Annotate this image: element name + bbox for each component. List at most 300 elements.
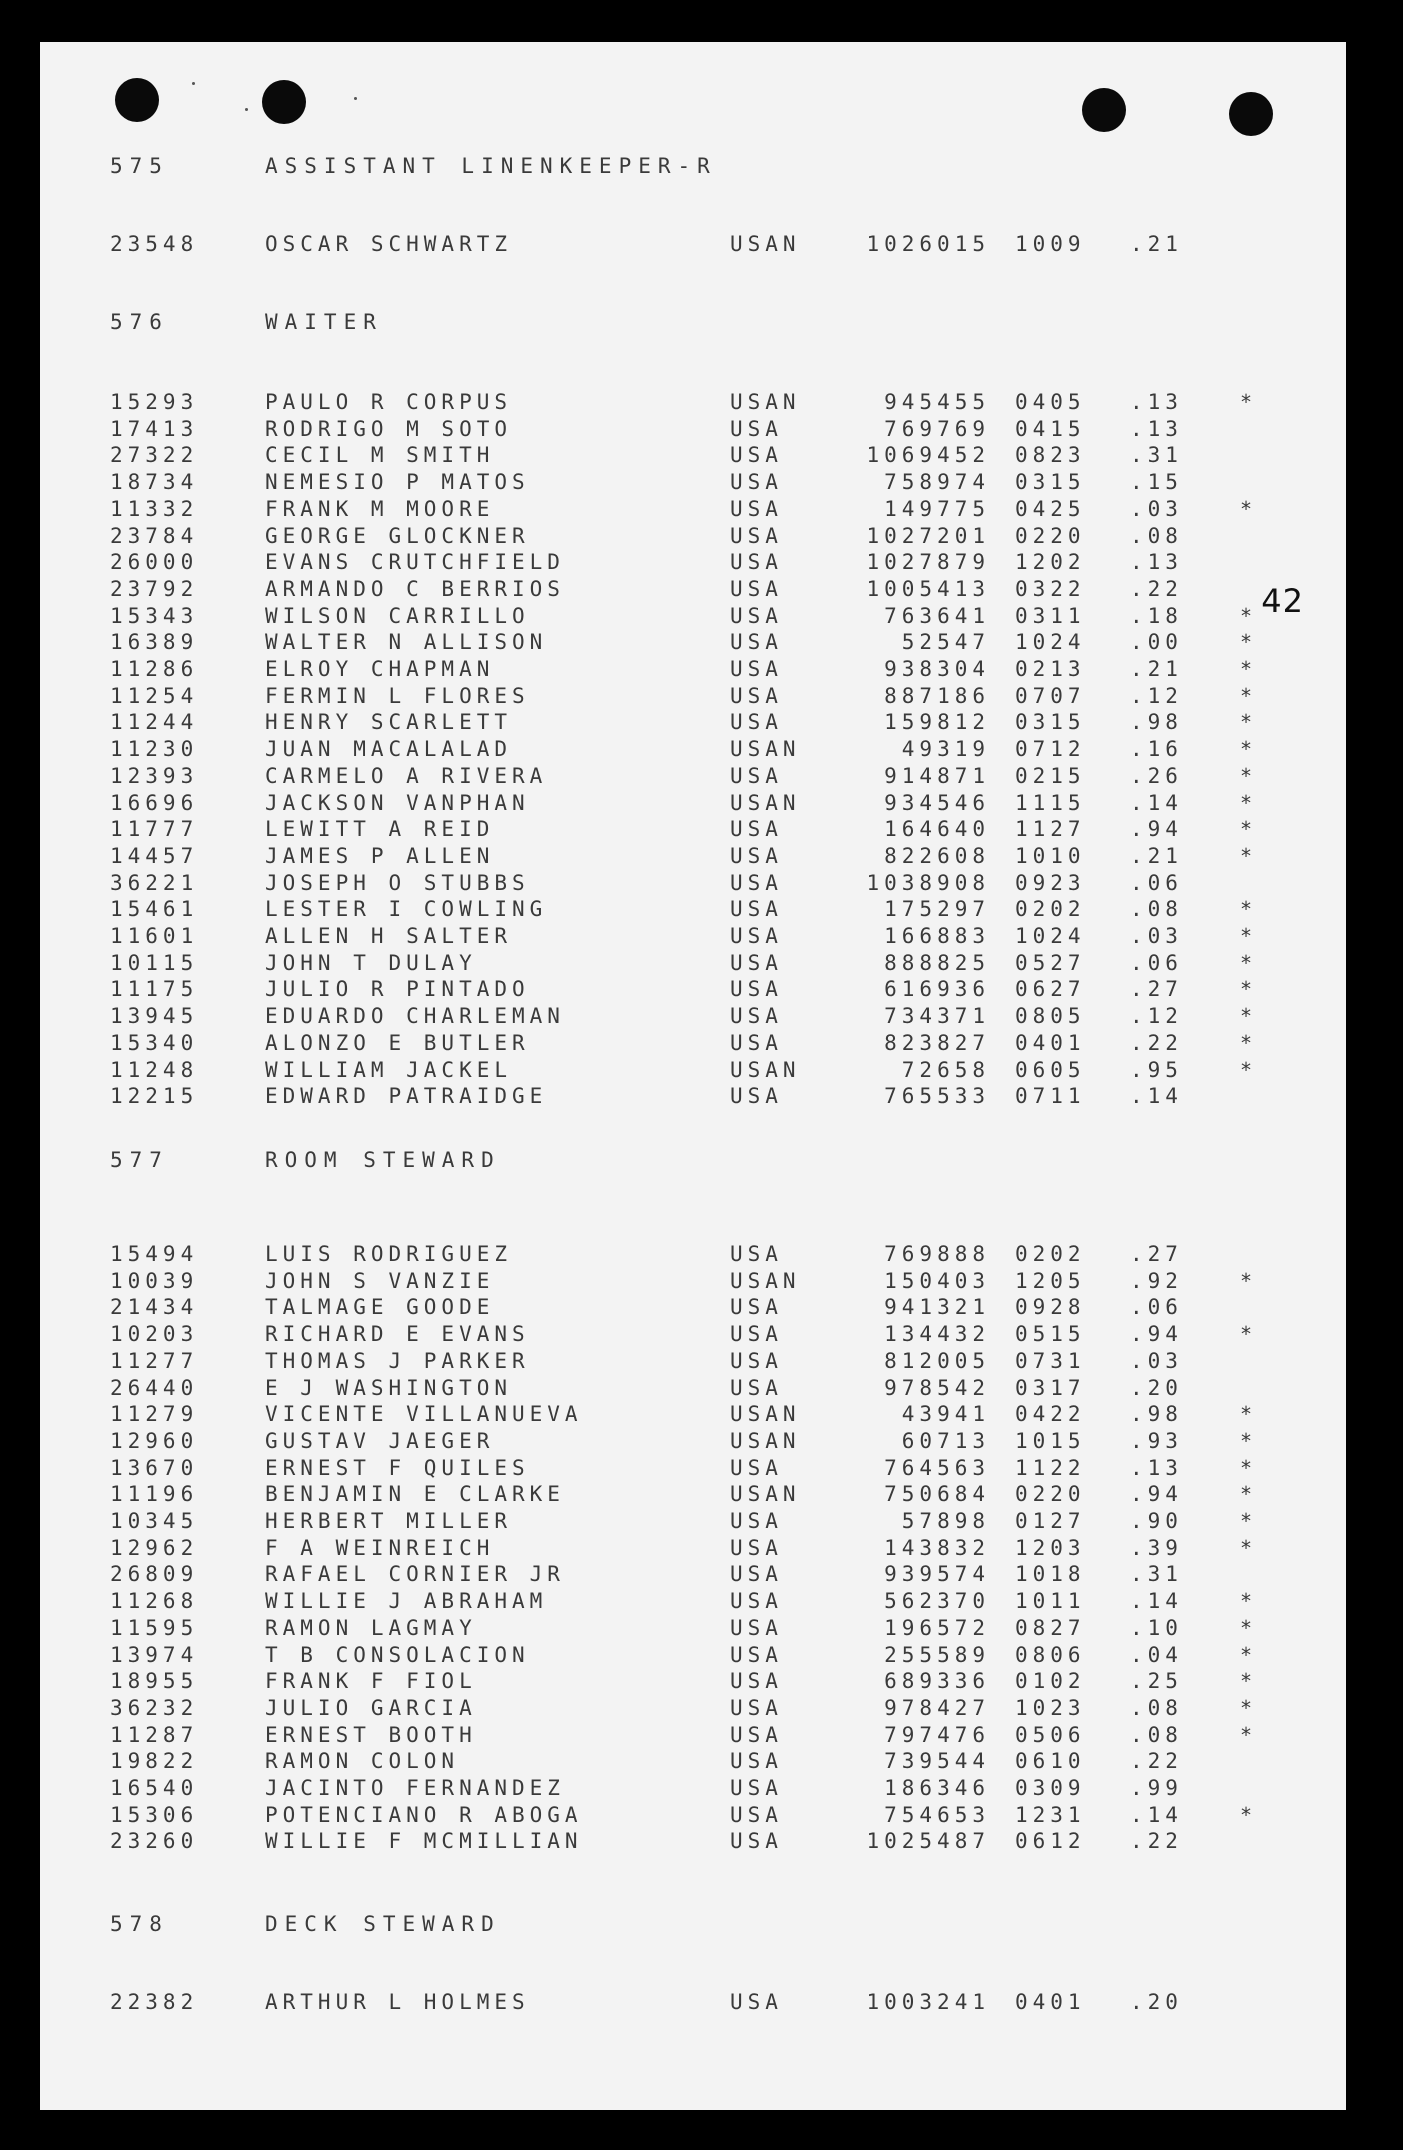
cell-name: JACKSON VANPHAN (265, 790, 530, 815)
cell-name: GEORGE GLOCKNER (265, 523, 530, 548)
cell-date: 1009 (1015, 232, 1086, 256)
cell-date: 0806 (1015, 1642, 1086, 1667)
cell-id: 11244 (110, 710, 199, 735)
cell-num: 934546 (884, 790, 990, 815)
cell-date: 0220 (1015, 523, 1086, 548)
cell-date: 0422 (1015, 1402, 1086, 1427)
cell-rate: .08 (1130, 523, 1183, 548)
cell-rate: .03 (1130, 496, 1183, 521)
cell-name: JULIO R PINTADO (265, 977, 530, 1002)
cell-id: 11286 (110, 657, 199, 681)
cell-rate: .03 (1130, 1348, 1183, 1373)
cell-nat: USAN (730, 1482, 801, 1507)
cell-name: FERMIN L FLORES (265, 683, 530, 708)
cell-name: GUSTAV JAEGER (265, 1428, 495, 1453)
cell-id: 12215 (110, 1084, 199, 1109)
cell-mark: * (1240, 657, 1258, 681)
cell-id: 36221 (110, 870, 199, 895)
cell-name: ARTHUR L HOLMES (265, 1990, 530, 2014)
cell-name: WILSON CARRILLO (265, 603, 530, 628)
cell-date: 0605 (1015, 1057, 1086, 1082)
cell-rate: .16 (1130, 737, 1183, 762)
cell-name: WALTER N ALLISON (265, 630, 548, 655)
cell-id: 15293 (110, 390, 199, 414)
cell-date: 0202 (1015, 1242, 1086, 1266)
cell-rate: .20 (1130, 1990, 1183, 2014)
cell-nat: USAN (730, 790, 801, 815)
cell-id: 15494 (110, 1242, 199, 1266)
cell-date: 0928 (1015, 1295, 1086, 1320)
cell-date: 0527 (1015, 950, 1086, 975)
section-heading (110, 1912, 501, 1936)
punch-hole (115, 78, 159, 122)
cell-nat: USA (730, 1669, 783, 1694)
cell-rate: .93 (1130, 1428, 1183, 1453)
cell-date: 0731 (1015, 1348, 1086, 1373)
cell-mark: * (1240, 790, 1258, 815)
section-title: ROOM STEWARD (265, 1148, 501, 1172)
cell-date: 1010 (1015, 843, 1086, 868)
cell-name: RICHARD E EVANS (265, 1322, 530, 1347)
cell-nat: USA (730, 1615, 783, 1640)
cell-name: LESTER I COWLING (265, 897, 548, 922)
cell-nat: USA (730, 763, 783, 788)
cell-num: 49319 (901, 737, 990, 762)
cell-date: 1015 (1015, 1428, 1086, 1453)
cell-nat: USA (730, 1589, 783, 1614)
cell-num: 186346 (884, 1776, 990, 1800)
cell-id: 23784 (110, 523, 199, 548)
cell-name: JOHN S VANZIE (265, 1268, 495, 1293)
cell-num: 978427 (884, 1695, 990, 1720)
cell-num: 939574 (884, 1562, 990, 1587)
cell-id: 18955 (110, 1669, 199, 1694)
cell-date: 0415 (1015, 416, 1086, 441)
cell-date: 0311 (1015, 603, 1086, 628)
cell-rate: .21 (1130, 843, 1183, 868)
cell-date: 0827 (1015, 1615, 1086, 1640)
cell-mark: * (1240, 630, 1258, 655)
cell-rate: .14 (1130, 790, 1183, 815)
cell-id: 11595 (110, 1615, 199, 1640)
cell-rate: .39 (1130, 1535, 1183, 1560)
cell-rate: .21 (1130, 657, 1183, 681)
cell-num: 769769 (884, 416, 990, 441)
cell-num: 175297 (884, 897, 990, 922)
cell-date: 0127 (1015, 1509, 1086, 1533)
cell-date: 1127 (1015, 817, 1086, 842)
cell-mark: * (1240, 763, 1258, 788)
cell-rate: .94 (1130, 1322, 1183, 1347)
cell-rate: .13 (1130, 390, 1183, 414)
cell-mark: * (1240, 1695, 1258, 1720)
speck (192, 82, 195, 85)
cell-id: 13945 (110, 1004, 199, 1029)
cell-rate: .25 (1130, 1669, 1183, 1694)
section-heading (110, 1148, 501, 1172)
cell-name: ARMANDO C BERRIOS (265, 576, 565, 601)
cell-id: 12962 (110, 1535, 199, 1560)
cell-num: 166883 (884, 924, 990, 948)
cell-mark: * (1240, 1004, 1258, 1029)
cell-date: 0515 (1015, 1322, 1086, 1347)
cell-mark: * (1240, 1669, 1258, 1694)
cell-id: 15461 (110, 897, 199, 922)
cell-nat: USA (730, 1455, 783, 1480)
cell-num: 764563 (884, 1455, 990, 1480)
cell-num: 149775 (884, 496, 990, 521)
cell-nat: USA (730, 977, 783, 1002)
cell-id: 36232 (110, 1695, 199, 1720)
cell-rate: .26 (1130, 763, 1183, 788)
cell-date: 1011 (1015, 1589, 1086, 1614)
cell-nat: USA (730, 1004, 783, 1029)
cell-id: 26809 (110, 1562, 199, 1587)
cell-rate: .12 (1130, 1004, 1183, 1029)
cell-rate: .94 (1130, 817, 1183, 842)
cell-mark: * (1240, 1322, 1258, 1347)
cell-num: 734371 (884, 1004, 990, 1029)
cell-name: LUIS RODRIGUEZ (265, 1242, 513, 1266)
cell-nat: USA (730, 1084, 783, 1109)
cell-id: 21434 (110, 1295, 199, 1320)
cell-rate: .94 (1130, 1482, 1183, 1507)
cell-num: 750684 (884, 1482, 990, 1507)
cell-date: 1203 (1015, 1535, 1086, 1560)
cell-name: FRANK M MOORE (265, 496, 495, 521)
cell-name: WILLIAM JACKEL (265, 1057, 513, 1082)
cell-num: 1005413 (866, 576, 990, 601)
cell-num: 1027879 (866, 550, 990, 575)
cell-date: 0401 (1015, 1030, 1086, 1055)
cell-nat: USA (730, 416, 783, 441)
section-heading (110, 154, 717, 178)
cell-num: 689336 (884, 1669, 990, 1694)
cell-id: 18734 (110, 470, 199, 495)
cell-nat: USA (730, 1030, 783, 1055)
cell-nat: USAN (730, 1428, 801, 1453)
cell-rate: .12 (1130, 683, 1183, 708)
cell-nat: USAN (730, 1057, 801, 1082)
section-heading (110, 310, 383, 334)
cell-date: 0823 (1015, 443, 1086, 468)
cell-id: 26000 (110, 550, 199, 575)
cell-name: JAMES P ALLEN (265, 843, 495, 868)
cell-id: 11777 (110, 817, 199, 842)
cell-nat: USA (730, 1695, 783, 1720)
cell-nat: USA (730, 843, 783, 868)
cell-name: TALMAGE GOODE (265, 1295, 495, 1320)
cell-name: CARMELO A RIVERA (265, 763, 548, 788)
cell-num: 938304 (884, 657, 990, 681)
cell-name: RAMON LAGMAY (265, 1615, 477, 1640)
cell-num: 143832 (884, 1535, 990, 1560)
cell-id: 11268 (110, 1589, 199, 1614)
cell-name: EDWARD PATRAIDGE (265, 1084, 548, 1109)
cell-mark: * (1240, 1615, 1258, 1640)
cell-name: F A WEINREICH (265, 1535, 495, 1560)
cell-num: 57898 (901, 1509, 990, 1533)
cell-id: 26440 (110, 1375, 199, 1400)
cell-date: 0315 (1015, 710, 1086, 735)
cell-id: 11196 (110, 1482, 199, 1507)
cell-mark: * (1240, 1482, 1258, 1507)
cell-name: JOHN T DULAY (265, 950, 477, 975)
cell-nat: USA (730, 550, 783, 575)
cell-nat: USA (730, 1509, 783, 1533)
cell-rate: .06 (1130, 950, 1183, 975)
cell-id: 23260 (110, 1829, 199, 1854)
cell-nat: USA (730, 1562, 783, 1587)
cell-date: 0401 (1015, 1990, 1086, 2014)
cell-rate: .27 (1130, 977, 1183, 1002)
cell-nat: USA (730, 1535, 783, 1560)
cell-date: 0215 (1015, 763, 1086, 788)
cell-num: 739544 (884, 1749, 990, 1774)
cell-name: JUAN MACALALAD (265, 737, 513, 762)
cell-date: 1231 (1015, 1802, 1086, 1827)
cell-date: 0220 (1015, 1482, 1086, 1507)
cell-id: 11175 (110, 977, 199, 1002)
cell-mark: * (1240, 1509, 1258, 1533)
cell-rate: .98 (1130, 1402, 1183, 1427)
cell-id: 15343 (110, 603, 199, 628)
cell-name: ERNEST F QUILES (265, 1455, 530, 1480)
cell-name: JOSEPH O STUBBS (265, 870, 530, 895)
cell-id: 12393 (110, 763, 199, 788)
cell-nat: USA (730, 870, 783, 895)
cell-mark: * (1240, 1642, 1258, 1667)
cell-nat: USA (730, 1375, 783, 1400)
cell-rate: .03 (1130, 924, 1183, 948)
cell-rate: .22 (1130, 1749, 1183, 1774)
cell-name: LEWITT A REID (265, 817, 495, 842)
cell-id: 27322 (110, 443, 199, 468)
cell-rate: .13 (1130, 416, 1183, 441)
cell-mark: * (1240, 1402, 1258, 1427)
section-title: ASSISTANT LINENKEEPER-R (265, 154, 717, 178)
cell-rate: .08 (1130, 1722, 1183, 1747)
cell-date: 1122 (1015, 1455, 1086, 1480)
cell-id: 16540 (110, 1776, 199, 1800)
punch-hole (1082, 88, 1126, 132)
cell-nat: USA (730, 897, 783, 922)
cell-nat: USA (730, 817, 783, 842)
cell-rate: .21 (1130, 232, 1183, 256)
cell-nat: USA (730, 1990, 783, 2014)
cell-mark: * (1240, 390, 1258, 414)
cell-num: 822608 (884, 843, 990, 868)
cell-name: JULIO GARCIA (265, 1695, 477, 1720)
cell-date: 0425 (1015, 496, 1086, 521)
cell-id: 10039 (110, 1268, 199, 1293)
cell-mark: * (1240, 737, 1258, 762)
cell-name: ELROY CHAPMAN (265, 657, 495, 681)
cell-rate: .99 (1130, 1776, 1183, 1800)
cell-nat: USA (730, 1749, 783, 1774)
cell-num: 255589 (884, 1642, 990, 1667)
cell-nat: USA (730, 924, 783, 948)
cell-date: 1018 (1015, 1562, 1086, 1587)
cell-num: 159812 (884, 710, 990, 735)
cell-date: 0712 (1015, 737, 1086, 762)
cell-id: 11287 (110, 1722, 199, 1747)
cell-rate: .00 (1130, 630, 1183, 655)
cell-date: 0317 (1015, 1375, 1086, 1400)
cell-id: 11230 (110, 737, 199, 762)
cell-name: RAMON COLON (265, 1749, 460, 1774)
cell-date: 0711 (1015, 1084, 1086, 1109)
cell-rate: .31 (1130, 1562, 1183, 1587)
cell-num: 812005 (884, 1348, 990, 1373)
section-title: WAITER (265, 310, 383, 334)
cell-id: 11254 (110, 683, 199, 708)
cell-num: 887186 (884, 683, 990, 708)
cell-id: 10345 (110, 1509, 199, 1533)
cell-name: EVANS CRUTCHFIELD (265, 550, 565, 575)
cell-num: 1003241 (866, 1990, 990, 2014)
cell-mark: * (1240, 1589, 1258, 1614)
cell-id: 19822 (110, 1749, 199, 1774)
cell-num: 888825 (884, 950, 990, 975)
cell-num: 1025487 (866, 1829, 990, 1854)
cell-name: T B CONSOLACION (265, 1642, 530, 1667)
cell-num: 754653 (884, 1802, 990, 1827)
cell-num: 945455 (884, 390, 990, 414)
cell-mark: * (1240, 1030, 1258, 1055)
cell-rate: .13 (1130, 550, 1183, 575)
cell-num: 196572 (884, 1615, 990, 1640)
cell-name: NEMESIO P MATOS (265, 470, 530, 495)
cell-id: 10203 (110, 1322, 199, 1347)
cell-id: 16696 (110, 790, 199, 815)
cell-num: 562370 (884, 1589, 990, 1614)
cell-id: 13670 (110, 1455, 199, 1480)
cell-nat: USA (730, 1829, 783, 1854)
cell-nat: USA (730, 630, 783, 655)
cell-rate: .31 (1130, 443, 1183, 468)
cell-name: RODRIGO M SOTO (265, 416, 513, 441)
cell-date: 0315 (1015, 470, 1086, 495)
cell-name: CECIL M SMITH (265, 443, 495, 468)
cell-mark: * (1240, 683, 1258, 708)
cell-mark: * (1240, 924, 1258, 948)
cell-name: HENRY SCARLETT (265, 710, 513, 735)
cell-nat: USAN (730, 1268, 801, 1293)
cell-mark: * (1240, 710, 1258, 735)
cell-num: 616936 (884, 977, 990, 1002)
cell-date: 1024 (1015, 924, 1086, 948)
cell-date: 0610 (1015, 1749, 1086, 1774)
cell-num: 914871 (884, 763, 990, 788)
cell-date: 1115 (1015, 790, 1086, 815)
cell-id: 13974 (110, 1642, 199, 1667)
cell-num: 941321 (884, 1295, 990, 1320)
cell-nat: USAN (730, 232, 801, 256)
cell-nat: USAN (730, 390, 801, 414)
cell-mark: * (1240, 897, 1258, 922)
cell-id: 23792 (110, 576, 199, 601)
cell-rate: .13 (1130, 1455, 1183, 1480)
cell-rate: .08 (1130, 1695, 1183, 1720)
cell-date: 0202 (1015, 897, 1086, 922)
cell-num: 43941 (901, 1402, 990, 1427)
punch-hole (262, 80, 306, 124)
cell-date: 0322 (1015, 576, 1086, 601)
cell-num: 823827 (884, 1030, 990, 1055)
cell-name: HERBERT MILLER (265, 1509, 513, 1533)
cell-rate: .92 (1130, 1268, 1183, 1293)
cell-mark: * (1240, 1455, 1258, 1480)
cell-nat: USA (730, 576, 783, 601)
cell-rate: .08 (1130, 897, 1183, 922)
cell-nat: USA (730, 683, 783, 708)
cell-name: THOMAS J PARKER (265, 1348, 530, 1373)
cell-num: 52547 (901, 630, 990, 655)
cell-nat: USA (730, 523, 783, 548)
cell-rate: .22 (1130, 1829, 1183, 1854)
cell-nat: USA (730, 1802, 783, 1827)
cell-rate: .06 (1130, 870, 1183, 895)
cell-nat: USA (730, 657, 783, 681)
cell-mark: * (1240, 603, 1258, 628)
section-code: 576 (110, 310, 169, 334)
section-code: 577 (110, 1148, 169, 1172)
cell-rate: .90 (1130, 1509, 1183, 1533)
cell-num: 1027201 (866, 523, 990, 548)
cell-mark: * (1240, 1057, 1258, 1082)
cell-id: 16389 (110, 630, 199, 655)
cell-rate: .22 (1130, 1030, 1183, 1055)
cell-num: 1026015 (866, 232, 990, 256)
cell-rate: .14 (1130, 1802, 1183, 1827)
cell-name: BENJAMIN E CLARKE (265, 1482, 565, 1507)
cell-date: 0309 (1015, 1776, 1086, 1800)
cell-mark: * (1240, 1722, 1258, 1747)
document-page (40, 42, 1346, 2110)
cell-num: 769888 (884, 1242, 990, 1266)
cell-date: 0102 (1015, 1669, 1086, 1694)
cell-name: JACINTO FERNANDEZ (265, 1776, 565, 1800)
cell-num: 164640 (884, 817, 990, 842)
cell-nat: USA (730, 1322, 783, 1347)
cell-name: ERNEST BOOTH (265, 1722, 477, 1747)
cell-id: 22382 (110, 1990, 199, 2014)
cell-name: E J WASHINGTON (265, 1375, 513, 1400)
cell-num: 150403 (884, 1268, 990, 1293)
cell-date: 1023 (1015, 1695, 1086, 1720)
cell-id: 15306 (110, 1802, 199, 1827)
cell-nat: USA (730, 950, 783, 975)
cell-id: 11332 (110, 496, 199, 521)
cell-nat: USA (730, 1295, 783, 1320)
cell-mark: * (1240, 496, 1258, 521)
cell-name: PAULO R CORPUS (265, 390, 513, 414)
cell-nat: USA (730, 1348, 783, 1373)
cell-mark: * (1240, 977, 1258, 1002)
cell-rate: .14 (1130, 1589, 1183, 1614)
cell-num: 765533 (884, 1084, 990, 1109)
cell-num: 763641 (884, 603, 990, 628)
cell-mark: * (1240, 1535, 1258, 1560)
cell-id: 23548 (110, 232, 199, 256)
cell-date: 0506 (1015, 1722, 1086, 1747)
cell-nat: USA (730, 1642, 783, 1667)
cell-mark: * (1240, 1802, 1258, 1827)
cell-mark: * (1240, 1428, 1258, 1453)
cell-num: 797476 (884, 1722, 990, 1747)
cell-id: 17413 (110, 416, 199, 441)
